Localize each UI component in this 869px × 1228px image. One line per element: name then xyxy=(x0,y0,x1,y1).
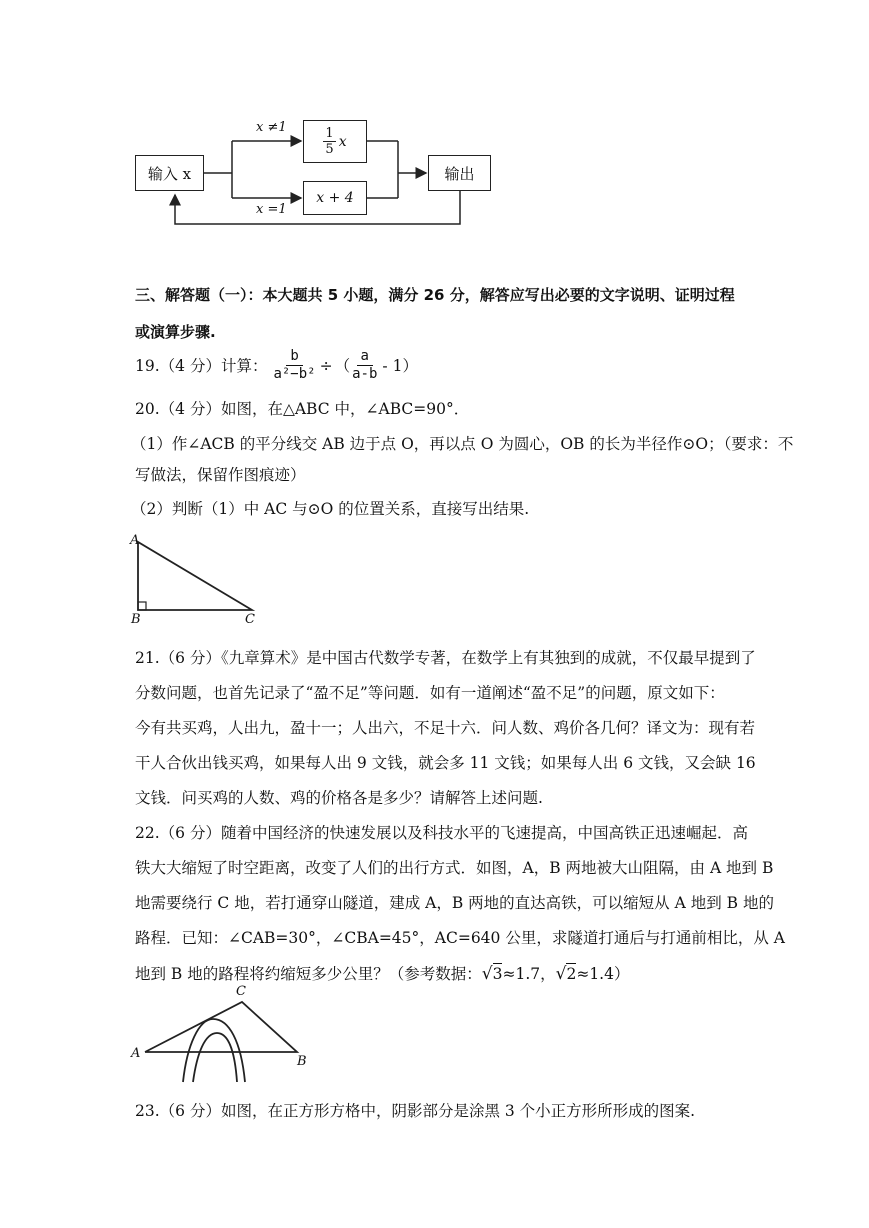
q20-line4: （2）判断（1）中 AC 与⊙O 的位置关系，直接写出结果. xyxy=(131,500,530,518)
q19-frac1-numerator: b xyxy=(286,348,302,366)
q22-approx1: ≈1.7， xyxy=(502,964,556,983)
question-19 xyxy=(135,348,418,383)
output-label: 输出 xyxy=(444,164,475,183)
flowchart-connectors xyxy=(0,0,869,240)
q22-label-c: C xyxy=(236,984,246,999)
q19-fraction-1 xyxy=(271,348,317,383)
q19-tail: - 1） xyxy=(382,356,418,375)
sqrt-symbol: √ xyxy=(555,963,567,984)
q22-mountain-figure xyxy=(125,985,325,1085)
q21-line: 今有共买鸡，人出九，盈十一；人出六，不足十六．问人数、鸡价各几何？译文为：现有若 xyxy=(135,719,756,737)
section-heading-line2: 或演算步骤. xyxy=(135,323,216,341)
q22-sqrt3-value: 3 xyxy=(492,965,503,983)
condition-bottom-label: x =1 xyxy=(256,202,287,217)
q20-label-a: A xyxy=(130,533,140,548)
q20-label-c: C xyxy=(245,612,255,627)
divide-by-five-box xyxy=(303,120,367,163)
add-four-box xyxy=(303,181,367,215)
q22-last-line xyxy=(135,963,629,984)
q22-line: 路程．已知：∠CAB=30°，∠CBA=45°，AC=640 公里，求隧道打通后与打通前相比，从 A xyxy=(135,929,785,947)
q19-fraction-2 xyxy=(350,348,379,383)
condition-top-label: x ≠1 xyxy=(256,120,287,135)
q21-line: 分数问题，也首先记录了“盈不足”等问题．如有一道阐述“盈不足”的问题，原文如下： xyxy=(135,684,725,702)
q20-label-b: B xyxy=(131,612,141,627)
section-heading-line1: 三、解答题（一）：本大题共 5 小题，满分 26 分，解答应写出必要的文字说明、证明过程 xyxy=(135,286,735,304)
sqrt-symbol: √ xyxy=(481,963,493,984)
q19-paren-open: （ xyxy=(334,356,351,375)
q19-prefix: 19.（4 分）计算： xyxy=(135,356,268,375)
top-box-variable: x xyxy=(338,133,347,150)
q20-line2: （1）作∠ACB 的平分线交 AB 边于点 O，再以点 O 为圆心，OB 的长为半径作⊙O；（要求：不 xyxy=(131,435,794,453)
q19-frac2-numerator: a xyxy=(357,348,373,366)
q22-line: 地需要绕行 C 地，若打通穿山隧道，建成 A，B 两地的直达高铁，可以缩短从 A 地到 B 地的 xyxy=(135,894,774,912)
q21-line: 文钱．问买鸡的人数、鸡的价格各是多少？请解答上述问题. xyxy=(135,789,543,807)
q19-operator: ÷ xyxy=(319,356,333,375)
q22-line: 22.（6 分）随着中国经济的快速发展以及科技水平的飞速提高，中国高铁正迅速崛起．高 xyxy=(135,824,748,842)
top-box-numerator: 1 xyxy=(325,126,334,141)
q22-label-a: A xyxy=(131,1046,141,1061)
q20-line3: 写做法，保留作图痕迹） xyxy=(135,466,306,484)
q22-approx2: ≈1.4） xyxy=(576,964,630,983)
q19-frac2-denominator: a-b xyxy=(352,366,378,382)
input-box xyxy=(135,155,204,191)
bottom-box-label: x + 4 xyxy=(316,190,354,206)
q21-line: 干人合伙出钱买鸡，如果每人出 9 文钱，就会多 11 文钱；如果每人出 6 文钱，又会缺 16 xyxy=(135,754,756,772)
output-box xyxy=(428,155,491,191)
q22-sqrt2-value: 2 xyxy=(566,965,577,983)
q21-line: 21.（6 分）《九章算术》是中国古代数学专著，在数学上有其独到的成就，不仅最早提到了 xyxy=(135,649,756,667)
q20-line1: 20.（4 分）如图，在△ABC 中，∠ABC=90°． xyxy=(135,400,470,418)
q22-last-line-prefix: 地到 B 地的路程将约缩短多少公里？（参考数据： xyxy=(135,964,482,983)
input-label: 输入 x xyxy=(147,164,192,183)
top-box-denominator: 5 xyxy=(325,142,334,157)
q19-frac1-denominator: a²−b² xyxy=(273,366,316,382)
q23-line1: 23.（6 分）如图，在正方形方格中，阴影部分是涂黑 3 个小正方形所形成的图案. xyxy=(135,1102,696,1120)
q22-label-b: B xyxy=(297,1054,307,1069)
q22-line: 铁大大缩短了时空距离，改变了人们的出行方式．如图，A，B 两地被大山阻隔，由 A 地到 B xyxy=(135,859,774,877)
